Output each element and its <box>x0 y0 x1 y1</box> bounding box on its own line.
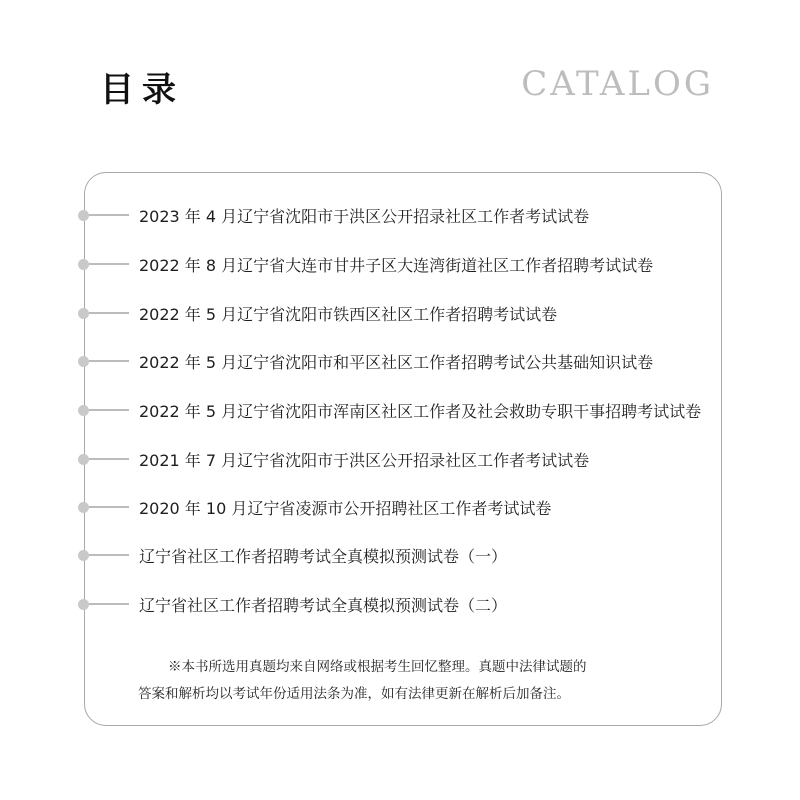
toc-item-label: 2022 年 8 月辽宁省大连市甘井子区大连湾街道社区工作者招聘考试试卷 <box>139 255 654 275</box>
connector-line <box>89 506 129 508</box>
toc-item[interactable] <box>78 543 758 567</box>
bullet-dot-icon <box>78 259 89 270</box>
toc-item[interactable] <box>78 398 758 422</box>
bullet-dot-icon <box>78 405 89 416</box>
toc-item-label: 2022 年 5 月辽宁省沈阳市浑南区社区工作者及社会救助专职干事招聘考试试卷 <box>139 401 702 421</box>
bullet-dot-icon <box>78 599 89 610</box>
connector-line <box>89 554 129 556</box>
page-title: 目录 <box>100 70 184 110</box>
toc-item-label: 辽宁省社区工作者招聘考试全真模拟预测试卷（一） <box>139 546 508 566</box>
bullet-dot-icon <box>78 210 89 221</box>
bullet-dot-icon <box>78 356 89 367</box>
connector-line <box>89 214 129 216</box>
toc-item-label: 2023 年 4 月辽宁省沈阳市于洪区公开招录社区工作者考试试卷 <box>139 206 590 226</box>
bullet-dot-icon <box>78 550 89 561</box>
bullet-dot-icon <box>78 454 89 465</box>
footnote-line: ※本书所选用真题均来自网络或根据考生回忆整理。真题中法律试题的 <box>168 659 587 675</box>
toc-item-label: 2022 年 5 月辽宁省沈阳市铁西区社区工作者招聘考试试卷 <box>139 304 558 324</box>
toc-item[interactable] <box>78 203 758 227</box>
toc-item-label: 2020 年 10 月辽宁省凌源市公开招聘社区工作者考试试卷 <box>139 498 552 518</box>
toc-item-label: 2022 年 5 月辽宁省沈阳市和平区社区工作者招聘考试公共基础知识试卷 <box>139 352 654 372</box>
toc-item[interactable] <box>78 349 758 373</box>
bullet-dot-icon <box>78 308 89 319</box>
bullet-dot-icon <box>78 502 89 513</box>
toc-item[interactable] <box>78 252 758 276</box>
connector-line <box>89 263 129 265</box>
toc-item[interactable] <box>78 592 758 616</box>
toc-item-label: 2021 年 7 月辽宁省沈阳市于洪区公开招录社区工作者考试试卷 <box>139 450 590 470</box>
toc-item[interactable] <box>78 301 758 325</box>
toc-item[interactable] <box>78 447 758 471</box>
page-title-english: CATALOG <box>521 64 714 104</box>
connector-line <box>89 458 129 460</box>
footnote <box>138 654 698 708</box>
toc-item[interactable] <box>78 495 758 519</box>
footnote-line: 答案和解析均以考试年份适用法条为准，如有法律更新在解析后加备注。 <box>138 686 570 702</box>
toc-item-label: 辽宁省社区工作者招聘考试全真模拟预测试卷（二） <box>139 595 508 615</box>
connector-line <box>89 312 129 314</box>
connector-line <box>89 603 129 605</box>
connector-line <box>89 409 129 411</box>
connector-line <box>89 360 129 362</box>
